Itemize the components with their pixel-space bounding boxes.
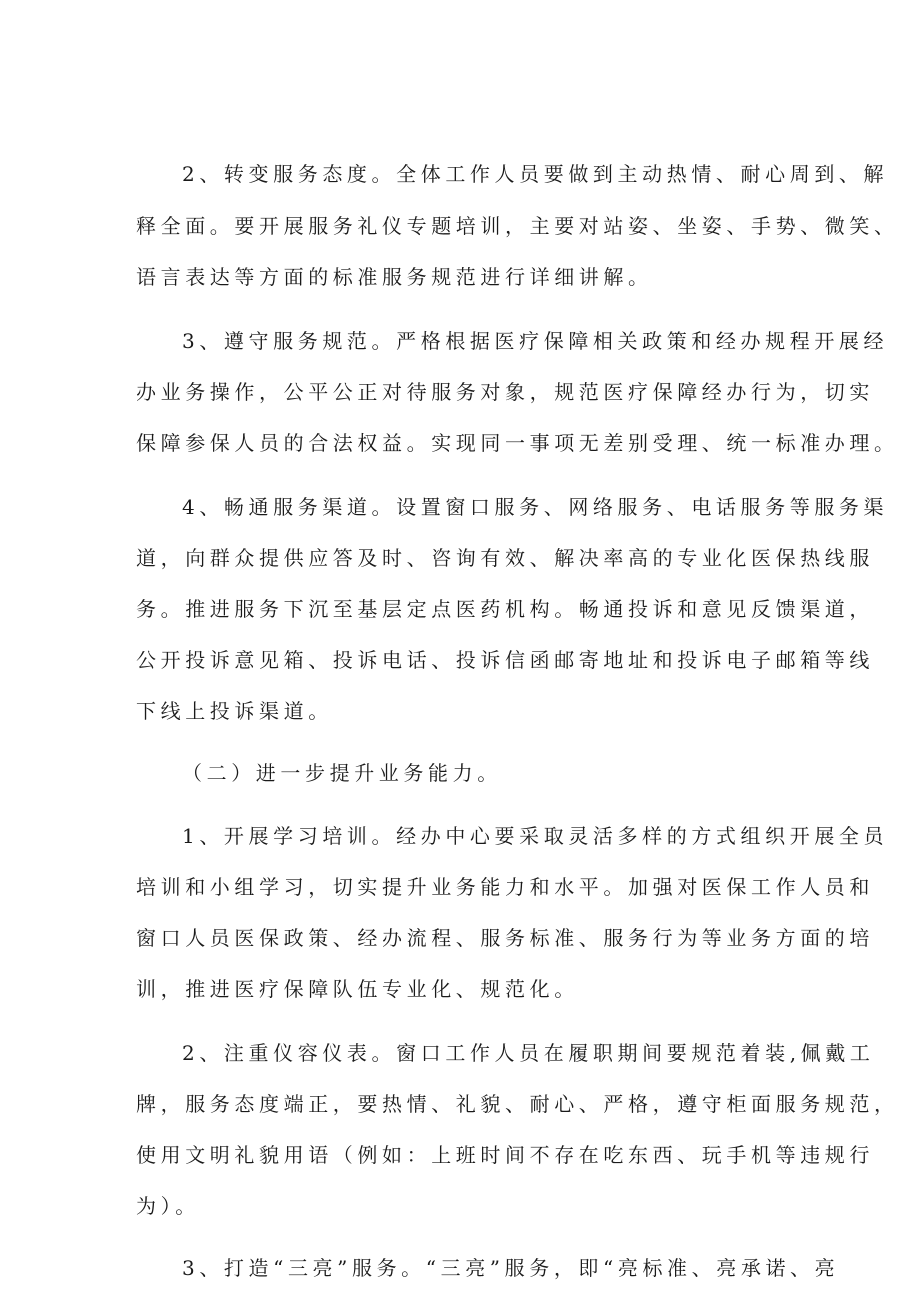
text-line: 释全面。要开展服务礼仪专题培训，主要对站姿、坐姿、手势、微笑、 [136, 214, 899, 238]
text-line: 务。推进服务下沉至基层定点医药机构。畅通投诉和意见反馈渠道， [136, 597, 874, 621]
text-line: 1、开展学习培训。经办中心要采取灵活多样的方式组织开展全员 [182, 824, 889, 848]
text-line: 牌，服务态度端正，要热情、礼貌、耐心、严格，遵守柜面服务规范， [136, 1092, 899, 1116]
text-line: 2、注重仪容仪表。窗口工作人员在履职期间要规范着装,佩戴工 [182, 1041, 875, 1065]
text-line: 为）。 [136, 1194, 200, 1218]
text-line: 窗口人员医保政策、经办流程、服务标准、服务行为等业务方面的培 [136, 926, 874, 950]
text-line: 3、打造“三亮”服务。“三亮”服务，即“亮标准、亮承诺、亮 [182, 1256, 840, 1280]
text-line: 使用文明礼貌用语（例如：上班时间不存在吃东西、玩手机等违规行 [136, 1143, 874, 1167]
text-line: 公开投诉意见箱、投诉电话、投诉信函邮寄地址和投诉电子邮箱等线 [136, 648, 874, 672]
text-line: 保障参保人员的合法权益。实现同一事项无差别受理、统一标准办理。 [136, 431, 899, 455]
text-line: 4、畅通服务渠道。设置窗口服务、网络服务、电话服务等服务渠 [182, 495, 889, 519]
text-line: 办业务操作，公平公正对待服务对象，规范医疗保障经办行为，切实 [136, 380, 874, 404]
text-line: 2、转变服务态度。全体工作人员要做到主动热情、耐心周到、解 [182, 162, 889, 186]
text-line: 语言表达等方面的标准服务规范进行详细讲解。 [136, 265, 653, 289]
subheading: （二）进一步提升业务能力。 [182, 761, 502, 785]
text-line: 培训和小组学习，切实提升业务能力和水平。加强对医保工作人员和 [136, 875, 874, 899]
text-line: 下线上投诉渠道。 [136, 699, 333, 723]
text-line: 3、遵守服务规范。严格根据医疗保障相关政策和经办规程开展经 [182, 329, 889, 353]
text-line: 道，向群众提供应答及时、咨询有效、解决率高的专业化医保热线服 [136, 546, 874, 570]
text-line: 训，推进医疗保障队伍专业化、规范化。 [136, 977, 579, 1001]
